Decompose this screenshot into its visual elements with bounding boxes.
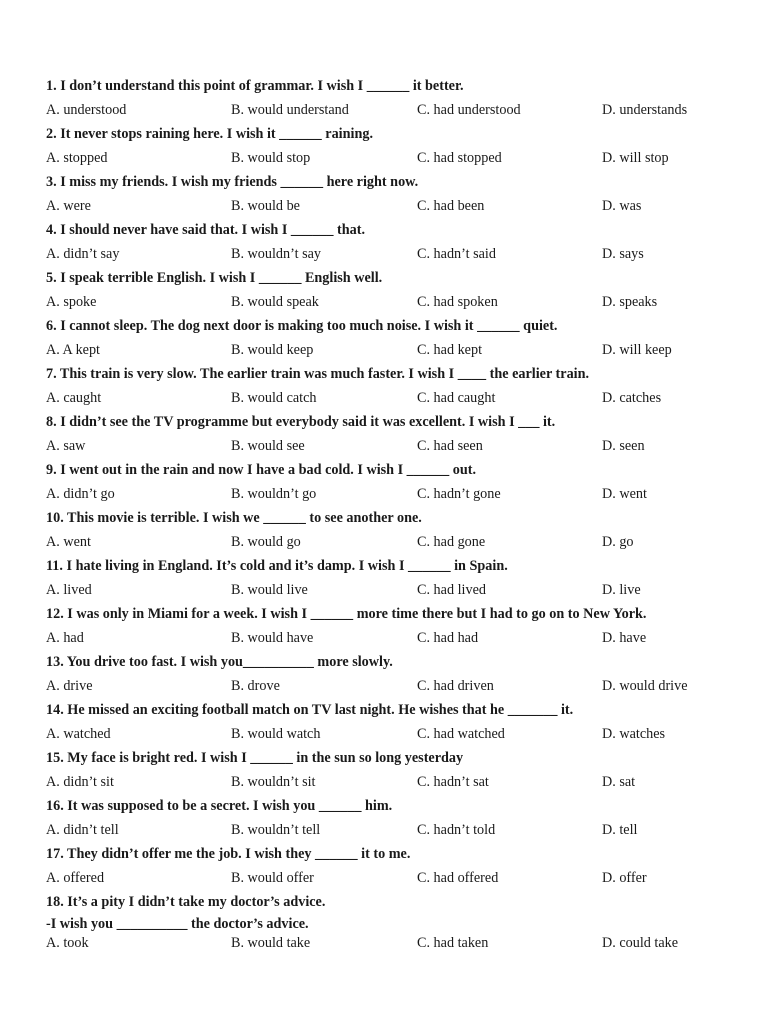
option-b: B. would be bbox=[231, 198, 300, 214]
option-b: B. would understand bbox=[231, 102, 349, 118]
option-a: A. A kept bbox=[46, 342, 100, 358]
question-4-stem: 4. I should never have said that. I wish I ______ that. bbox=[46, 222, 366, 238]
option-b: B. wouldn’t say bbox=[231, 246, 321, 262]
option-d: D. watches bbox=[602, 726, 666, 742]
option-c: C. hadn’t sat bbox=[417, 774, 489, 790]
option-c: C. had been bbox=[417, 198, 485, 214]
question-11-options bbox=[46, 578, 726, 602]
option-a: A. didn’t sit bbox=[46, 774, 114, 790]
option-b: B. would live bbox=[231, 582, 308, 598]
option-b: B. would speak bbox=[231, 294, 319, 310]
question-14-options bbox=[46, 722, 726, 746]
question-3-options bbox=[46, 194, 726, 218]
question-13-stem: 13. You drive too fast. I wish you__________ more slowly. bbox=[46, 654, 393, 670]
option-c: C. had watched bbox=[417, 726, 505, 742]
question-3-stem: 3. I miss my friends. I wish my friends ______ here right now. bbox=[46, 174, 419, 190]
option-b: B. would catch bbox=[231, 390, 317, 406]
question-10-options bbox=[46, 530, 726, 554]
option-a: A. were bbox=[46, 198, 91, 214]
option-b: B. would take bbox=[231, 935, 311, 951]
question-9-options bbox=[46, 482, 726, 506]
option-a: A. lived bbox=[46, 582, 92, 598]
question-13-options bbox=[46, 674, 726, 698]
option-b: B. would see bbox=[231, 438, 305, 454]
option-d: D. speaks bbox=[602, 294, 658, 310]
option-c: C. had offered bbox=[417, 870, 499, 886]
option-d: D. was bbox=[602, 198, 642, 214]
question-6-options bbox=[46, 338, 726, 362]
question-15-options bbox=[46, 770, 726, 794]
option-c: C. had had bbox=[417, 630, 479, 646]
question-1-options bbox=[46, 98, 726, 122]
option-a: A. watched bbox=[46, 726, 111, 742]
option-b: B. wouldn’t tell bbox=[231, 822, 321, 838]
option-d: D. live bbox=[602, 582, 641, 598]
option-c: C. had understood bbox=[417, 102, 521, 118]
question-7-options bbox=[46, 386, 726, 410]
option-a: A. didn’t tell bbox=[46, 822, 119, 838]
question-5-options bbox=[46, 290, 726, 314]
option-d: D. went bbox=[602, 486, 647, 502]
option-c: C. had lived bbox=[417, 582, 486, 598]
option-a: A. drive bbox=[46, 678, 93, 694]
option-d: D. go bbox=[602, 534, 634, 550]
worksheet bbox=[46, 74, 726, 952]
option-c: C. hadn’t told bbox=[417, 822, 496, 838]
option-d: D. seen bbox=[602, 438, 645, 454]
question-11-stem: 11. I hate living in England. It’s cold and it’s damp. I wish I ______ in Spain. bbox=[46, 558, 508, 574]
option-d: D. offer bbox=[602, 870, 647, 886]
question-16-options bbox=[46, 818, 726, 842]
option-d: D. says bbox=[602, 246, 644, 262]
question-2-options bbox=[46, 146, 726, 170]
option-d: D. will stop bbox=[602, 150, 669, 166]
option-c: C. had kept bbox=[417, 342, 483, 358]
option-a: A. understood bbox=[46, 102, 127, 118]
question-1-stem: 1. I don’t understand this point of grammar. I wish I ______ it better. bbox=[46, 78, 464, 94]
option-a: A. offered bbox=[46, 870, 105, 886]
option-c: C. hadn’t said bbox=[417, 246, 496, 262]
option-d: D. will keep bbox=[602, 342, 672, 358]
question-14-stem: 14. He missed an exciting football match on TV last night. He wishes that he _______ it. bbox=[46, 702, 574, 718]
option-c: C. had stopped bbox=[417, 150, 502, 166]
option-b: B. would stop bbox=[231, 150, 311, 166]
question-8-options bbox=[46, 434, 726, 458]
option-a: A. didn’t say bbox=[46, 246, 120, 262]
option-b: B. would watch bbox=[231, 726, 321, 742]
option-d: D. tell bbox=[602, 822, 638, 838]
question-2-stem: 2. It never stops raining here. I wish it ______ raining. bbox=[46, 126, 373, 142]
question-18-stem: 18. It’s a pity I didn’t take my doctor’s advice. bbox=[46, 894, 326, 910]
question-18-stem-continuation: -I wish you __________ the doctor’s advice. bbox=[46, 916, 309, 932]
option-d: D. catches bbox=[602, 390, 662, 406]
question-8-stem: 8. I didn’t see the TV programme but everybody said it was excellent. I wish I ___ it. bbox=[46, 414, 556, 430]
option-b: B. wouldn’t sit bbox=[231, 774, 316, 790]
question-10-stem: 10. This movie is terrible. I wish we ______ to see another one. bbox=[46, 510, 422, 526]
question-12-options bbox=[46, 626, 726, 650]
option-a: A. took bbox=[46, 935, 89, 951]
option-d: D. have bbox=[602, 630, 647, 646]
question-17-options bbox=[46, 866, 726, 890]
question-5-stem: 5. I speak terrible English. I wish I ______ English well. bbox=[46, 270, 383, 286]
option-a: A. went bbox=[46, 534, 91, 550]
option-b: B. would offer bbox=[231, 870, 314, 886]
question-18-options bbox=[46, 934, 726, 952]
option-a: A. saw bbox=[46, 438, 86, 454]
question-7-stem: 7. This train is very slow. The earlier train was much faster. I wish I ____ the earlier train. bbox=[46, 366, 590, 382]
option-d: D. would drive bbox=[602, 678, 688, 694]
question-17-stem: 17. They didn’t offer me the job. I wish they ______ it to me. bbox=[46, 846, 411, 862]
option-a: A. had bbox=[46, 630, 84, 646]
question-9-stem: 9. I went out in the rain and now I have a bad cold. I wish I ______ out. bbox=[46, 462, 477, 478]
option-a: A. caught bbox=[46, 390, 102, 406]
option-b: B. would have bbox=[231, 630, 314, 646]
option-d: D. sat bbox=[602, 774, 636, 790]
option-c: C. had caught bbox=[417, 390, 496, 406]
option-c: C. had seen bbox=[417, 438, 483, 454]
question-6-stem: 6. I cannot sleep. The dog next door is making too much noise. I wish it ______ quiet. bbox=[46, 318, 558, 334]
option-b: B. drove bbox=[231, 678, 280, 694]
option-d: D. could take bbox=[602, 935, 679, 951]
question-4-options bbox=[46, 242, 726, 266]
option-d: D. understands bbox=[602, 102, 688, 118]
option-b: B. would keep bbox=[231, 342, 314, 358]
question-16-stem: 16. It was supposed to be a secret. I wish you ______ him. bbox=[46, 798, 393, 814]
question-15-stem: 15. My face is bright red. I wish I ______ in the sun so long yesterday bbox=[46, 750, 464, 766]
option-a: A. stopped bbox=[46, 150, 108, 166]
option-c: C. had gone bbox=[417, 534, 486, 550]
option-b: B. would go bbox=[231, 534, 301, 550]
question-12-stem: 12. I was only in Miami for a week. I wish I ______ more time there but I had to go on to New York. bbox=[46, 606, 647, 622]
option-a: A. spoke bbox=[46, 294, 97, 310]
option-b: B. wouldn’t go bbox=[231, 486, 317, 502]
option-c: C. had driven bbox=[417, 678, 494, 694]
option-a: A. didn’t go bbox=[46, 486, 115, 502]
option-c: C. had spoken bbox=[417, 294, 498, 310]
option-c: C. had taken bbox=[417, 935, 489, 951]
option-c: C. hadn’t gone bbox=[417, 486, 501, 502]
